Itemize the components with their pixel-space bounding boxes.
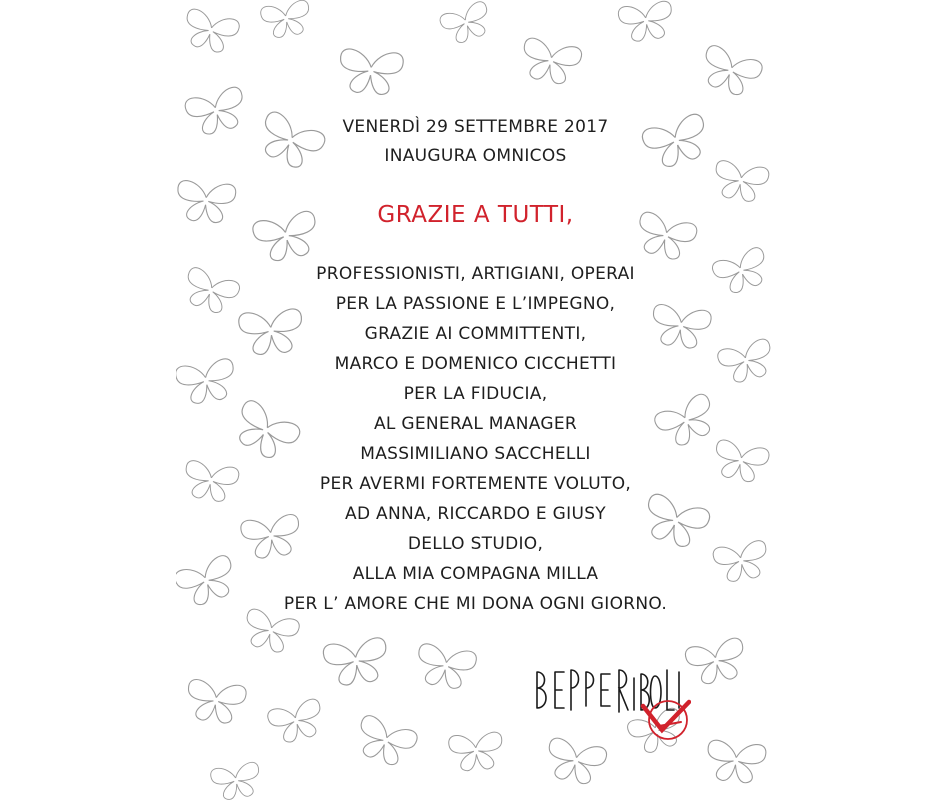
message-line-12: PER L’ AMORE CHE MI DONA OGNI GIORNO.	[283, 594, 668, 614]
message-line-8: PER AVERMI FORTEMENTE VOLUTO,	[319, 474, 632, 494]
message-line-6: AL GENERAL MANAGER	[374, 414, 577, 434]
headline: GRAZIE A TUTTI,	[377, 202, 574, 228]
message-line-3: GRAZIE AI COMMITTENTI,	[364, 324, 587, 344]
message-line-2: PER LA PASSIONE E L’IMPEGNO,	[335, 294, 616, 314]
message-line-10: DELLO STUDIO,	[407, 534, 544, 554]
signature-ink-icon	[537, 670, 679, 712]
date-line: VENERDÌ 29 SETTEMBRE 2017	[342, 117, 609, 137]
invitation-card	[176, 0, 775, 808]
message-line-11: ALLA MIA COMPAGNA MILLA	[352, 564, 599, 584]
message-line-4: MARCO E DOMENICO CICCHETTI	[334, 354, 617, 374]
signature	[531, 660, 691, 745]
message-line-1: PROFESSIONISTI, ARTIGIANI, OPERAI	[316, 264, 635, 284]
signature-mark-icon	[643, 701, 689, 739]
message-line-5: PER LA FIDUCIA,	[403, 384, 548, 404]
event-line: INAUGURA OMNICOS	[384, 146, 567, 166]
message-line-9: AD ANNA, RICCARDO E GIUSY	[345, 504, 606, 524]
message-line-7: MASSIMILIANO SACCHELLI	[360, 444, 591, 464]
